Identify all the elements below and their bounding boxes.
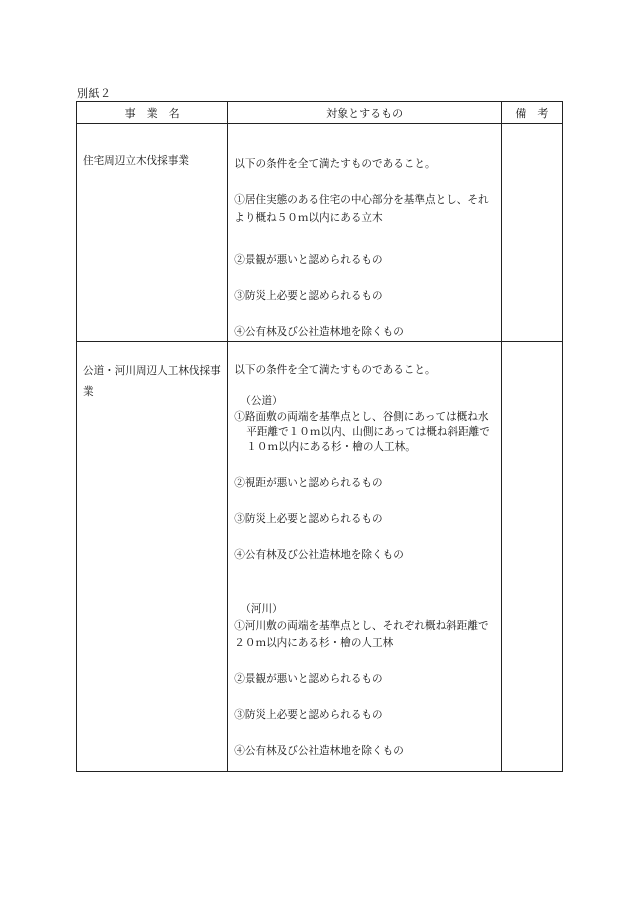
condition-item: ④公有林及び公社造林地を除くもの [234,745,404,757]
condition-item: ①路面敷の両端を基準点とし、谷側にあっては概ね水平距離で１０ｍ以内、山側にあっては概ね斜距離で１０ｍ以内にある杉・檜の人工林。 [234,411,490,453]
table-row [77,124,563,342]
table-header-row [77,102,563,124]
condition-item: ①居住実態のある住宅の中心部分を基準点とし、それより概ね５０ｍ以内にある立木 [234,194,489,224]
condition-item: ④公有林及び公社造林地を除くもの [234,326,404,338]
header-remarks: 備 考 [501,102,562,124]
header-target: 対象とするもの [228,102,502,124]
condition-item: ②視距が悪いと認められるもの [234,477,383,489]
condition-item: ②景観が悪いと認められるもの [234,673,383,685]
project-name-cell [77,342,228,772]
condition-item: ②景観が悪いと認められるもの [234,254,383,266]
condition-intro: 以下の条件を全て満たすものであること。 [234,158,436,170]
target-cell [228,342,502,772]
section-heading-road: （公道） [240,395,283,407]
condition-item: ④公有林及び公社造林地を除くもの [234,549,404,561]
project-name: 公道・河川周辺人工林伐採事業 [83,365,221,398]
target-cell [228,124,502,342]
project-name: 住宅周辺立木伐採事業 [83,155,189,167]
project-table [76,101,563,772]
document-label: 別紙２ [77,87,112,100]
remarks-cell [501,124,562,342]
condition-item: ①河川敷の両端を基準点とし、それぞれ概ね斜距離で２０ｍ以内にある杉・檜の人工林 [234,620,489,649]
condition-item: ③防災上必要と認められるもの [234,513,383,525]
condition-intro: 以下の条件を全て満たすものであること。 [234,364,436,376]
section-heading-river: （河川） [240,603,283,615]
header-project-name: 事 業 名 [77,102,228,124]
table-row [77,342,563,772]
condition-item: ③防災上必要と認められるもの [234,709,383,721]
project-name-cell [77,124,228,342]
condition-item: ③防災上必要と認められるもの [234,290,383,302]
remarks-cell [501,342,562,772]
